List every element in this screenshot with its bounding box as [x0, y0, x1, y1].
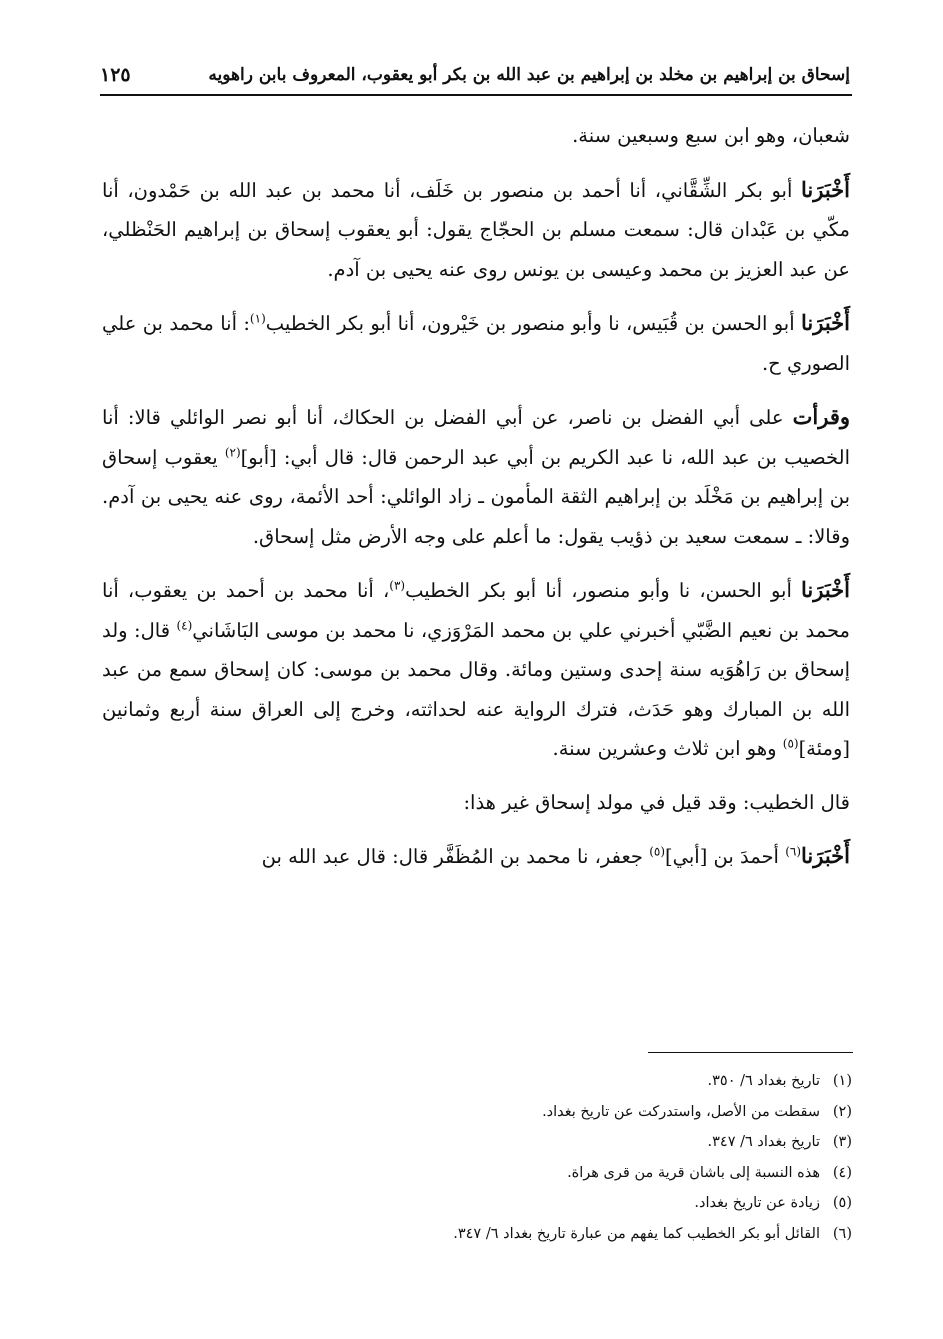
footnote-item	[300, 1219, 852, 1250]
footnote-number: (٥)	[832, 1195, 852, 1211]
footnote-marker: (٤)	[176, 618, 193, 632]
footnote-marker: (٢)	[224, 445, 241, 459]
footnote-number: (١)	[832, 1073, 852, 1089]
footnote-marker: (٣)	[389, 578, 406, 593]
footnote-marker: (٥)	[782, 736, 799, 751]
header-rule	[100, 94, 852, 96]
running-title: إسحاق بن إبراهيم بن مخلد بن إبراهيم بن عبد الله بن بكر أبو يعقوب، المعروف بابن راهويه	[208, 65, 850, 85]
footnote-text: تاريخ بغداد ٦/ ٣٥٠.	[707, 1073, 820, 1089]
paragraph-text: وهو ابن ثلاث وعشرين سنة.	[552, 737, 783, 760]
footnote-text: القائل أبو بكر الخطيب كما يفهم من عبارة تاريخ بغداد ٦/ ٣٤٧.	[453, 1225, 820, 1242]
footnote-item	[300, 1066, 852, 1097]
paragraph-3	[102, 303, 850, 383]
paragraph-5	[102, 570, 850, 769]
footnote-item	[300, 1158, 852, 1189]
page-number: ١٢٥	[100, 64, 131, 86]
footnotes	[300, 1066, 852, 1249]
footnote-text: تاريخ بغداد ٦/ ٣٤٧.	[707, 1134, 820, 1150]
main-text	[102, 116, 850, 877]
footnote-marker: (٥)	[649, 844, 666, 859]
footnote-text: هذه النسبة إلى باشان قرية من قرى هراة.	[567, 1164, 820, 1181]
paragraph-text: أبو الحسن، نا وأبو منصور، أنا أبو بكر الخطيب	[405, 579, 802, 602]
paragraph-lead: أَخْبَرَنا	[801, 843, 850, 868]
paragraph-4	[102, 397, 850, 556]
paragraph-lead: أَخْبَرَنا	[801, 577, 850, 602]
paragraph-text: ، أنا محمد بن أحمد بن يعقوب، أنا محمد بن نعيم الضَّبّي أخبرني علي بن محمد المَرْوَزي، نا محمد بن موسى البَاشَاني	[102, 579, 850, 642]
paragraph-text: جعفر، نا محمد بن المُظَفَّر قال: قال عبد الله بن	[261, 845, 650, 868]
paragraph-text: على أبي الفضل بن ناصر، عن أبي الفضل بن الحكاك، أنا أبو نصر الوائلي قالا: أنا الخصيب بن عبد الله، نا عبد الكريم بن أبي عبد الرحمن قال: قال أبي: [أبو]	[102, 406, 850, 469]
footnote-text: سقطت من الأصل، واستدركت عن تاريخ بغداد.	[542, 1103, 820, 1120]
paragraph-text: أبو بكر الشِّقَّاني، أنا أحمد بن منصور بن خَلَف، أنا محمد بن عبد الله بن حَمْدون، أنا مكّي بن عَبْدان قال: سمعت مسلم بن الحجّاج يقول: أبو يعقوب إسحاق بن إبراهيم الحَنْظلي، عن عبد العزيز بن محمد وعيسى بن يونس روى عنه يحيى بن آدم.	[102, 178, 850, 281]
footnote-number: (٦)	[832, 1225, 852, 1242]
footnote-item	[300, 1188, 852, 1219]
footnote-number: (٣)	[832, 1134, 852, 1150]
footnote-marker: (٦)	[785, 844, 802, 859]
paragraph-text: أبو الحسن بن قُبَيس، نا وأبو منصور بن خَيْرون، أنا أبو بكر الخطيب	[265, 312, 802, 335]
paragraph-text: : أنا محمد بن علي الصوري ح.	[102, 312, 850, 375]
paragraph-6	[102, 783, 850, 823]
footnote-text: زيادة عن تاريخ بغداد.	[694, 1195, 820, 1211]
footnote-rule	[648, 1052, 853, 1053]
footnote-item	[300, 1127, 852, 1158]
page-header	[100, 58, 850, 92]
paragraph-2	[102, 170, 850, 290]
paragraph-lead: أَخْبَرَنا	[801, 176, 850, 202]
paragraph-text: يعقوب إسحاق بن إبراهيم بن مَخْلَد بن إبراهيم الثقة المأمون ـ زاد الوائلي: أحد الأئمة، روى عنه يحيى بن آدم. وقالا: ـ سمعت سعيد بن ذؤيب يقول: ما أعلم على وجه الأرض مثل إسحاق.	[102, 445, 850, 548]
footnote-marker: (١)	[249, 311, 266, 326]
footnote-number: (٢)	[832, 1103, 852, 1120]
paragraph-lead: وقرأت	[792, 404, 850, 429]
paragraph-7	[102, 836, 850, 877]
footnote-number: (٤)	[832, 1164, 852, 1181]
paragraph-text: أحمدَ بن [أبي]	[665, 845, 786, 868]
paragraph-text: قال الخطيب: وقد قيل في مولد إسحاق غير هذا:	[463, 790, 850, 814]
paragraph-text: شعبان، وهو ابن سبع وسبعين سنة.	[572, 124, 850, 147]
paragraph-1	[102, 116, 850, 156]
paragraph-lead: أَخْبَرَنا	[801, 310, 850, 335]
footnote-item	[300, 1097, 852, 1128]
paragraph-text: قال: ولد إسحاق بن رَاهُوَيه سنة إحدى وستين ومائة. وقال محمد بن موسى: كان إسحاق سمع من عبد الله بن المبارك وهو حَدَث، فترك الرواية عنه لحداثته، وخرج إلى العراق سنة أربع وثمانين [ومئة]	[102, 618, 850, 760]
